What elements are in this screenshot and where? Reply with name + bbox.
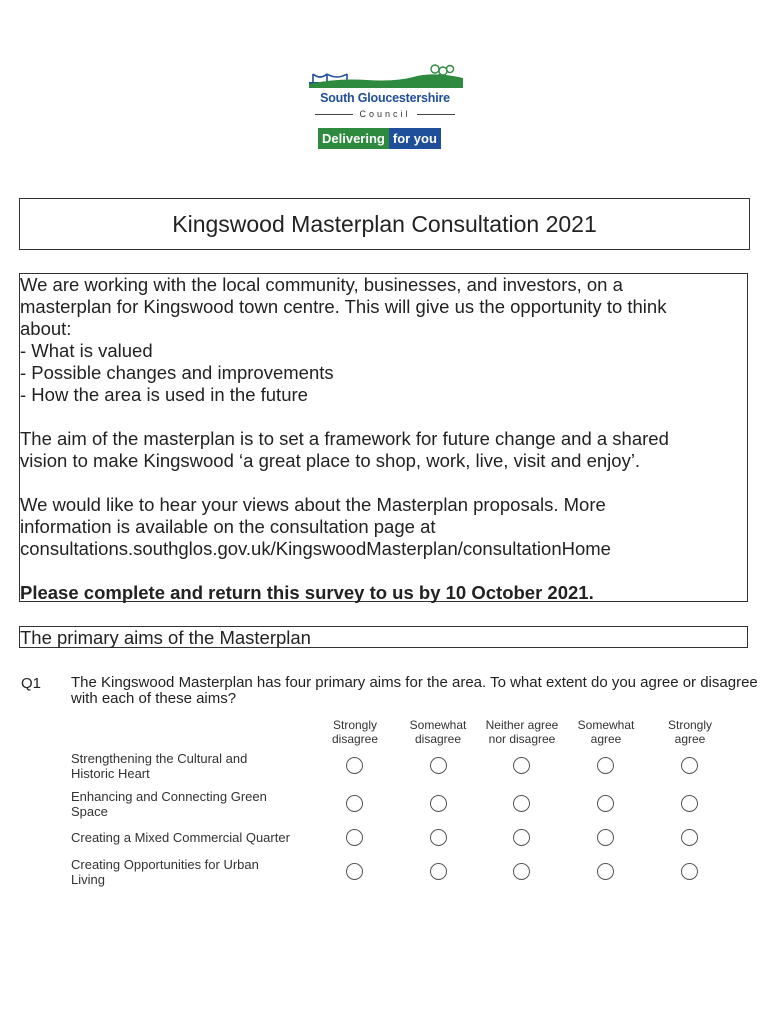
intro-line: We are working with the local community, businesses, and investors, on a	[20, 274, 623, 295]
views-line: We would like to hear your views about the Masterplan proposals. More	[20, 494, 606, 515]
radio-strongly-agree[interactable]	[681, 757, 698, 774]
aim-line: vision to make Kingswood ‘a great place to shop, work, live, visit and enjoy’.	[20, 450, 641, 471]
radio-somewhat-disagree[interactable]	[430, 795, 447, 812]
bridge-landscape-logo-icon	[307, 62, 463, 90]
slogan-part-2: for you	[389, 128, 441, 149]
question-text: The Kingswood Masterplan has four primary aims for the area. To what extent do you agree or disagree with each of these aims?	[71, 674, 758, 707]
column-heading-somewhat-disagree: Somewhat disagree	[409, 718, 467, 746]
consultation-url: consultations.southglos.gov.uk/KingswoodMasterplan/consultationHome	[20, 538, 611, 559]
radio-strongly-disagree[interactable]	[346, 795, 363, 812]
radio-neither[interactable]	[513, 757, 530, 774]
radio-somewhat-disagree[interactable]	[430, 757, 447, 774]
column-heading-somewhat-agree: Somewhat agree	[577, 718, 635, 746]
radio-somewhat-agree[interactable]	[597, 863, 614, 880]
radio-somewhat-disagree[interactable]	[430, 863, 447, 880]
radio-somewhat-agree[interactable]	[597, 795, 614, 812]
intro-panel	[19, 273, 748, 602]
radio-somewhat-disagree[interactable]	[430, 829, 447, 846]
radio-strongly-disagree[interactable]	[346, 829, 363, 846]
intro-line: - How the area is used in the future	[20, 384, 308, 405]
aim-line: The aim of the masterplan is to set a framework for future change and a shared	[20, 428, 669, 449]
radio-somewhat-agree[interactable]	[597, 757, 614, 774]
question-number: Q1	[21, 675, 42, 692]
logo-council-line	[305, 108, 465, 120]
logo-slogan-badge	[318, 128, 441, 149]
column-heading-strongly-agree: Strongly agree	[667, 718, 713, 746]
slogan-part-1: Delivering	[318, 128, 389, 149]
intro-line: - Possible changes and improvements	[20, 362, 334, 383]
section-heading: The primary aims of the Masterplan	[19, 626, 748, 648]
logo-org-name: South Gloucestershire	[320, 91, 450, 105]
deadline-notice: Please complete and return this survey to us by 10 October 2021.	[20, 582, 594, 603]
radio-strongly-agree[interactable]	[681, 863, 698, 880]
logo-council-label: Council	[359, 109, 411, 119]
radio-neither[interactable]	[513, 795, 530, 812]
radio-strongly-agree[interactable]	[681, 829, 698, 846]
intro-line: - What is valued	[20, 340, 153, 361]
council-logo	[305, 62, 465, 154]
radio-strongly-agree[interactable]	[681, 795, 698, 812]
intro-line: about:	[20, 318, 72, 339]
radio-neither[interactable]	[513, 863, 530, 880]
page-title: Kingswood Masterplan Consultation 2021	[19, 198, 750, 250]
column-heading-neither: Neither agree nor disagree	[485, 718, 559, 746]
radio-strongly-disagree[interactable]	[346, 863, 363, 880]
aim-row-label: Creating Opportunities for Urban Living	[71, 857, 259, 887]
radio-strongly-disagree[interactable]	[346, 757, 363, 774]
views-line: information is available on the consultation page at	[20, 516, 436, 537]
column-heading-strongly-disagree: Strongly disagree	[331, 718, 379, 746]
aim-row-label: Enhancing and Connecting Green Space	[71, 789, 267, 819]
radio-somewhat-agree[interactable]	[597, 829, 614, 846]
intro-line: masterplan for Kingswood town centre. This will give us the opportunity to think	[20, 296, 667, 317]
aim-row-label: Strengthening the Cultural and Historic Heart	[71, 751, 248, 781]
aim-row-label: Creating a Mixed Commercial Quarter	[71, 830, 290, 845]
radio-neither[interactable]	[513, 829, 530, 846]
